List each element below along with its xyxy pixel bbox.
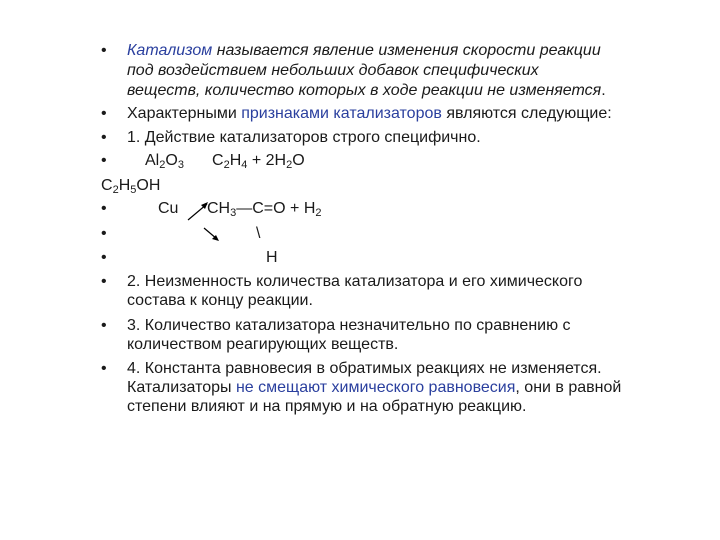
bullet: • bbox=[101, 129, 107, 146]
term-catalysis: Катализом bbox=[127, 42, 213, 59]
aldehyde-group: —C=O + H bbox=[236, 200, 316, 217]
definition-line-1 bbox=[127, 41, 601, 61]
ethanol-h: H bbox=[118, 177, 131, 194]
definition-line-3 bbox=[127, 81, 606, 101]
plus-water: + 2H bbox=[247, 152, 287, 169]
definition-text-1: называется явление изменения скорости реакции bbox=[212, 42, 601, 59]
bullet: • bbox=[101, 200, 107, 217]
equilibrium-line-3: степени влияют и на прямую и на обратную реакцию. bbox=[127, 398, 527, 415]
o-symbol: O bbox=[165, 152, 178, 169]
water-subscript: 2 bbox=[286, 159, 293, 171]
ethanol-formula bbox=[101, 176, 160, 196]
ethanol-h-sub: 5 bbox=[130, 184, 137, 196]
h-subscript: 4 bbox=[241, 159, 248, 171]
bullet: • bbox=[101, 225, 107, 242]
bullet: • bbox=[101, 249, 107, 266]
features-before: Характерными bbox=[127, 105, 242, 122]
equilibrium-line-2 bbox=[127, 378, 621, 398]
features-highlight: признаками катализаторов bbox=[241, 105, 442, 122]
bullet: • bbox=[101, 360, 107, 377]
products-eq1 bbox=[212, 151, 305, 171]
equilibrium-highlight: не смещают химического равновесия bbox=[235, 379, 516, 396]
arrow-down-icon bbox=[202, 225, 222, 243]
equilibrium-before: Катализаторы bbox=[127, 379, 236, 396]
products-eq2 bbox=[207, 199, 322, 219]
ethanol-oh: OH bbox=[136, 177, 161, 194]
quantity-line-1: 3. Количество катализатора незначительно по сравнению с bbox=[127, 317, 571, 334]
bullet: • bbox=[101, 152, 107, 169]
water-o: O bbox=[292, 152, 305, 169]
bullet: • bbox=[101, 105, 107, 122]
bullet: • bbox=[101, 317, 107, 334]
equilibrium-after: , они в равной bbox=[515, 379, 622, 396]
invariance-line-1: 2. Неизменность количества катализатора и его химического bbox=[127, 273, 583, 290]
c-subscript: 2 bbox=[223, 159, 230, 171]
definition-text-3: веществ, количество которых в ходе реакции не изменяется bbox=[127, 82, 602, 99]
features-line bbox=[127, 104, 612, 124]
o-subscript: 3 bbox=[177, 159, 184, 171]
c-symbol: C bbox=[212, 152, 224, 169]
bond-backslash: \ bbox=[256, 225, 261, 242]
ch-subscript: 3 bbox=[230, 207, 237, 219]
definition-line-2: под воздействием небольших добавок специфических bbox=[127, 62, 539, 79]
h-symbol: H bbox=[229, 152, 242, 169]
catalyst-cu: Cu bbox=[158, 200, 179, 217]
al-symbol: Al bbox=[145, 152, 160, 169]
arrow-up-icon bbox=[186, 200, 212, 222]
quantity-line-2: количеством реагирующих веществ. bbox=[127, 336, 399, 353]
features-after: являются следующие: bbox=[441, 105, 612, 122]
ethanol-c: C bbox=[101, 177, 113, 194]
catalyst-al2o3 bbox=[145, 151, 184, 171]
specificity-line: 1. Действие катализаторов строго специфично. bbox=[127, 129, 481, 146]
bullet: • bbox=[101, 273, 107, 290]
h2-subscript: 2 bbox=[315, 207, 322, 219]
hydrogen-atom: H bbox=[266, 249, 278, 266]
ethanol-c-sub: 2 bbox=[112, 184, 119, 196]
definition-dot: . bbox=[601, 82, 606, 99]
invariance-line-2: состава к концу реакции. bbox=[127, 292, 313, 309]
equilibrium-line-1: 4. Константа равновесия в обратимых реакциях не изменяется. bbox=[127, 360, 602, 377]
bullet: • bbox=[101, 42, 107, 59]
ch-symbol: CH bbox=[207, 200, 231, 217]
al-subscript: 2 bbox=[159, 159, 166, 171]
